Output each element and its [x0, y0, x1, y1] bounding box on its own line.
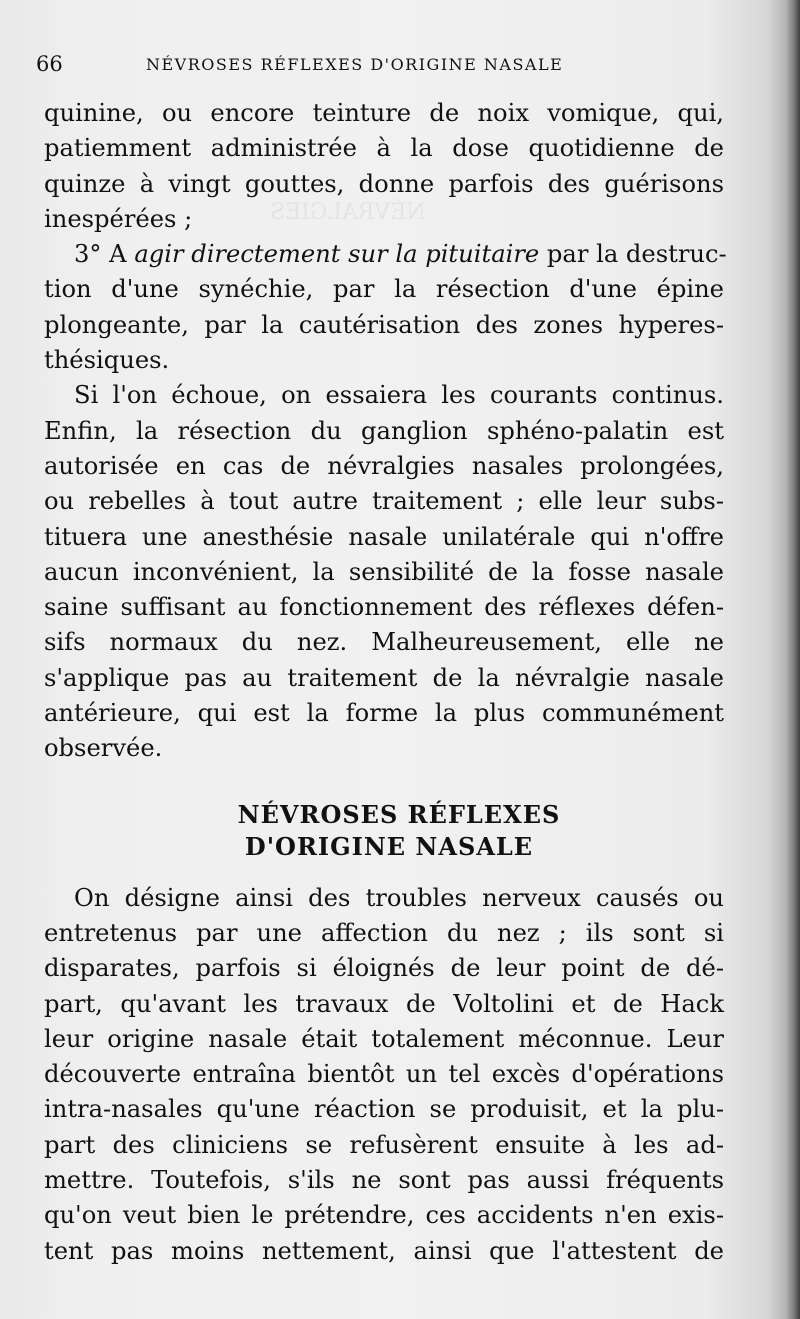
section-heading-line-2: D'ORIGINE NASALE — [244, 831, 534, 861]
show-through-shadow: NÉVRALGIES — [270, 200, 426, 225]
page-edge-shadow — [786, 0, 800, 1319]
list-marker-text: 3° A — [74, 240, 135, 269]
text-line: tion d'une synéchie, par la résection d'une épine — [44, 275, 724, 304]
text-line: intra-nasales qu'une réaction se produisit, et la plu- — [44, 1095, 724, 1124]
text-line: plongeante, par la cautérisation des zones hyperes- — [44, 310, 724, 339]
text-line: tituera une anesthésie nasale unilatérale qui n'offre — [44, 522, 724, 551]
text-line: Si l'on échoue, on essaiera les courants continus. — [74, 381, 724, 410]
italic-phrase: agir directement sur la pituitaire — [134, 240, 540, 269]
page-number: 66 — [36, 52, 63, 76]
text-line: observée. — [44, 734, 163, 763]
body-text — [44, 96, 727, 1269]
text-line: quinze à vingt gouttes, donne parfois des guérisons — [44, 169, 724, 198]
text-line: part, qu'avant les travaux de Voltolini et de Hack — [44, 989, 724, 1018]
text-fragment: par la destruc- — [539, 240, 727, 269]
running-head — [36, 46, 724, 86]
text-line: aucun inconvénient, la sensibilité de la fosse nasale — [44, 557, 724, 586]
text-line: antérieure, qui est la forme la plus communément — [44, 699, 724, 728]
text-line: part des cliniciens se refusèrent ensuite à les ad- — [44, 1130, 724, 1159]
paragraph-3 — [44, 378, 724, 766]
text-line: On désigne ainsi des troubles nerveux causés ou — [74, 883, 724, 912]
text-line: sifs normaux du nez. Malheureusement, elle ne — [44, 628, 724, 657]
running-title: NÉVROSES RÉFLEXES D'ORIGINE NASALE — [146, 55, 564, 74]
text-line: autorisée en cas de névralgies nasales prolongées, — [44, 451, 724, 480]
text-line: entretenus par une affection du nez ; ils sont si — [44, 918, 724, 947]
paragraph-2 — [44, 237, 727, 378]
paragraph-4 — [44, 881, 724, 1269]
text-line: quinine, ou encore teinture de noix vomique, qui, — [44, 99, 724, 127]
text-line: inespérées ; — [44, 204, 193, 233]
text-line: mettre. Toutefois, s'ils ne sont pas aussi fréquents — [44, 1166, 724, 1195]
section-heading-line-1: NÉVROSES RÉFLEXES — [237, 799, 561, 829]
text-line: tent pas moins nettement, ainsi que l'attestent de — [44, 1236, 724, 1265]
page-content — [36, 46, 727, 1269]
section-heading — [44, 799, 724, 863]
text-line: découverte entraîna bientôt un tel excès d'opérations — [44, 1060, 724, 1089]
text-line: Enfin, la résection du ganglion sphéno-palatin est — [44, 416, 724, 445]
text-line: qu'on veut bien le prétendre, ces accidents n'en exis- — [44, 1201, 724, 1230]
text-line: thésiques. — [44, 346, 170, 375]
text-line: s'applique pas au traitement de la névralgie nasale — [44, 663, 724, 692]
text-line: disparates, parfois si éloignés de leur point de dé- — [44, 954, 724, 983]
text-line: patiemment administrée à la dose quotidienne de — [44, 134, 724, 163]
text-line: leur origine nasale était totalement méconnue. Leur — [44, 1024, 724, 1053]
text-line — [44, 237, 727, 272]
text-line: ou rebelles à tout autre traitement ; elle leur subs- — [44, 487, 724, 516]
text-line: saine suffisant au fonctionnement des réflexes défen- — [44, 593, 724, 622]
paragraph-1 — [44, 96, 724, 237]
